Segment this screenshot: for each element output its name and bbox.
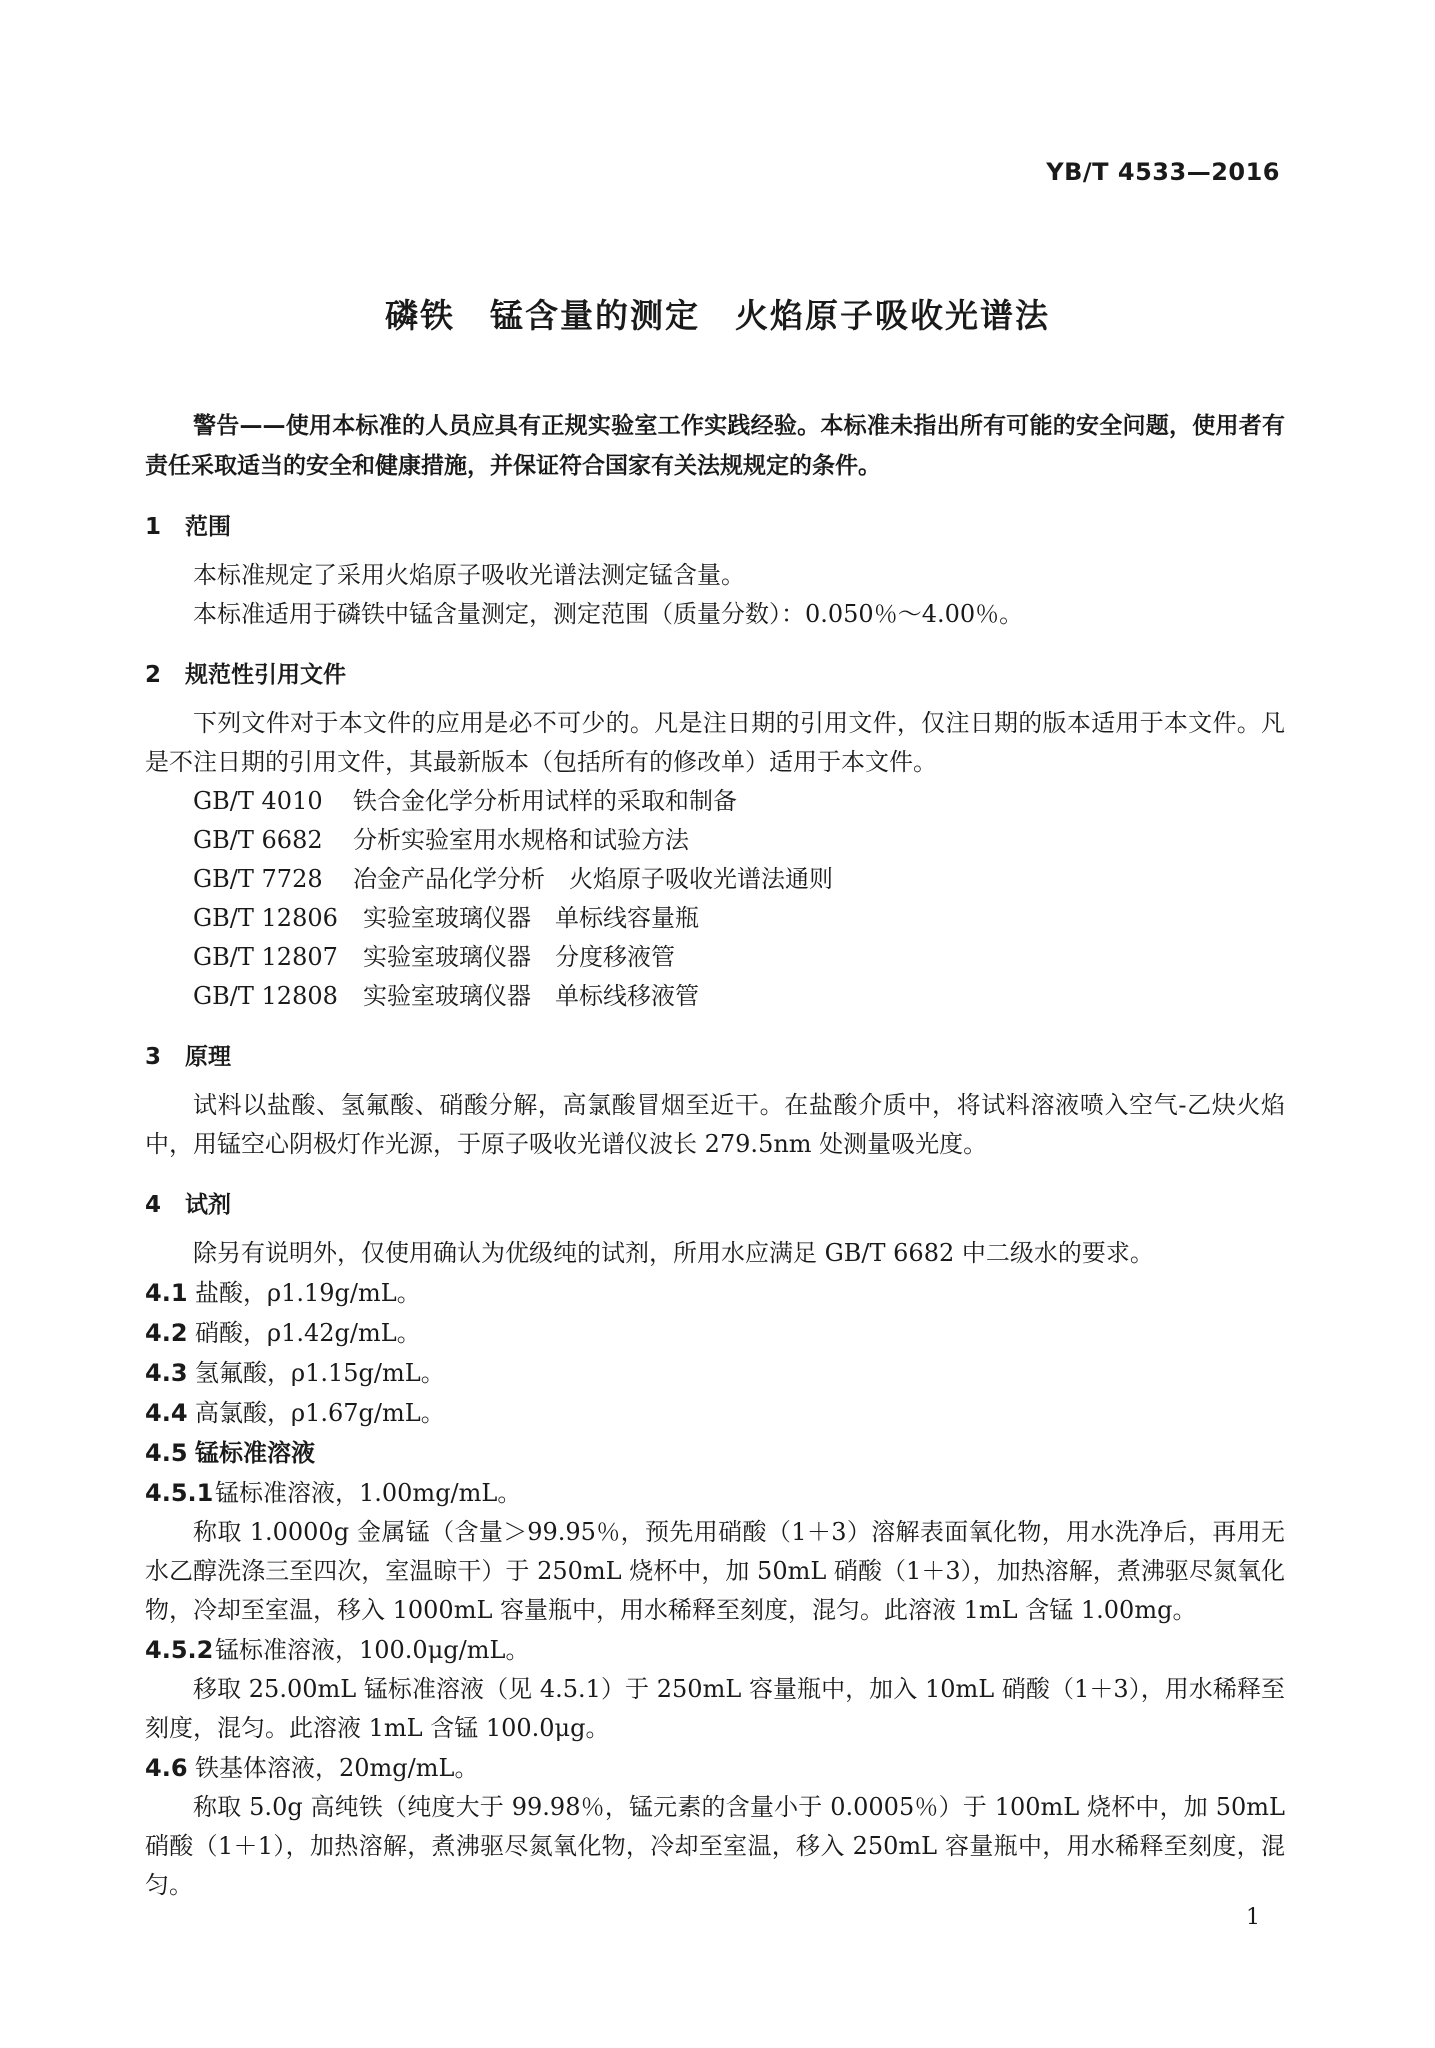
reference-name: 分析实验室用水规格和试验方法 [353, 826, 689, 854]
clause-text: 铁基体溶液，20mg/mL。 [195, 1754, 479, 1782]
section-title: 规范性引用文件 [185, 662, 346, 688]
section-number: 3 [145, 1044, 162, 1070]
section-title: 试剂 [185, 1192, 231, 1218]
reference-name: 实验室玻璃仪器 单标线移液管 [363, 982, 699, 1010]
warning-paragraph: 警告——使用本标准的人员应具有正规实验室工作实践经验。本标准未指出所有可能的安全问题，使用者有责任采取适当的安全和健康措施，并保证符合国家有关法规规定的条件。 [145, 413, 1285, 479]
section-heading-scope [145, 512, 1285, 542]
clause-text: 高氯酸，ρ1.67g/mL。 [195, 1399, 445, 1427]
section-number: 1 [145, 514, 162, 540]
clause-text: 氢氟酸，ρ1.15g/mL。 [195, 1359, 445, 1387]
reference-code: GB/T 12807 [193, 943, 338, 971]
section-heading-principle [145, 1042, 1285, 1072]
clause-number: 4.4 [145, 1399, 188, 1427]
reference-code: GB/T 6682 [193, 826, 323, 854]
section-title: 范围 [185, 514, 231, 540]
scope-paragraph: 本标准适用于磷铁中锰含量测定，测定范围（质量分数）：0.050％～4.00％。 [193, 600, 1024, 628]
reagents-intro: 除另有说明外，仅使用确认为优级纯的试剂，所用水应满足 GB/T 6682 中二级水的要求。 [193, 1239, 1154, 1267]
reference-item [145, 938, 1285, 977]
clause-paragraph: 称取 5.0g 高纯铁（纯度大于 99.98％，锰元素的含量小于 0.0005％）于 100mL 烧杯中，加 50mL 硝酸（1＋1），加热溶解，煮沸驱尽氮氧化物，冷却至室温，移入 250mL 容量瓶中，用水稀释至刻度，混匀。 [145, 1793, 1285, 1899]
reference-name: 实验室玻璃仪器 单标线容量瓶 [363, 904, 699, 932]
reference-item [145, 977, 1285, 1016]
clause-text: 锰标准溶液，1.00mg/mL。 [215, 1479, 522, 1507]
reference-item [145, 782, 1285, 821]
clause-number: 4.6 [145, 1754, 188, 1782]
page-number: 1 [1246, 1905, 1260, 1930]
clause-text: 硝酸，ρ1.42g/mL。 [195, 1319, 421, 1347]
reference-code: GB/T 12806 [193, 904, 338, 932]
section-number: 4 [145, 1192, 162, 1218]
clause-number: 4.5 [145, 1439, 188, 1467]
reference-item [145, 860, 1285, 899]
clause-heading [145, 1748, 1285, 1788]
reference-code: GB/T 12808 [193, 982, 338, 1010]
document-body [145, 406, 1285, 1905]
reference-code: GB/T 4010 [193, 787, 323, 815]
reagent-item [145, 1313, 1285, 1353]
reagent-item [145, 1393, 1285, 1433]
clause-number: 4.2 [145, 1319, 188, 1347]
reference-code: GB/T 7728 [193, 865, 323, 893]
reagent-item [145, 1353, 1285, 1393]
clause-number: 4.5.2 [145, 1636, 214, 1664]
reference-name: 冶金产品化学分析 火焰原子吸收光谱法通则 [353, 865, 833, 893]
reference-name: 铁合金化学分析用试样的采取和制备 [353, 787, 737, 815]
reference-item [145, 899, 1285, 938]
clause-paragraph: 移取 25.00mL 锰标准溶液（见 4.5.1）于 250mL 容量瓶中，加入 10mL 硝酸（1＋3），用水稀释至刻度，混匀。此溶液 1mL 含锰 100.0μg。 [145, 1675, 1285, 1742]
clause-paragraph: 称取 1.0000g 金属锰（含量＞99.95％，预先用硝酸（1＋3）溶解表面氧化物，用水洗净后，再用无水乙醇洗涤三至四次，室温晾干）于 250mL 烧杯中，加 50mL 硝酸（1＋3），加热溶解，煮沸驱尽氮氧化物，冷却至室温，移入 1000mL 容量瓶中，用水稀释至刻度，混匀。此溶液 1mL 含锰 1.00mg。 [145, 1518, 1285, 1624]
clause-text: 盐酸，ρ1.19g/mL。 [195, 1279, 421, 1307]
clause-heading [145, 1630, 1285, 1670]
reference-item [145, 821, 1285, 860]
principle-paragraph: 试料以盐酸、氢氟酸、硝酸分解，高氯酸冒烟至近干。在盐酸介质中，将试料溶液喷入空气-乙炔火焰中，用锰空心阴极灯作光源，于原子吸收光谱仪波长 279.5nm 处测量吸光度。 [145, 1091, 1285, 1158]
document-title: 磷铁 锰含量的测定 火焰原子吸收光谱法 [385, 296, 1050, 335]
clause-number: 4.1 [145, 1279, 188, 1307]
clause-heading [145, 1473, 1285, 1513]
references-intro: 下列文件对于本文件的应用是必不可少的。凡是注日期的引用文件，仅注日期的版本适用于本文件。凡是不注日期的引用文件，其最新版本（包括所有的修改单）适用于本文件。 [145, 709, 1285, 776]
reference-name: 实验室玻璃仪器 分度移液管 [363, 943, 675, 971]
standard-code: YB/T 4533—2016 [1046, 158, 1280, 186]
section-title: 原理 [185, 1044, 231, 1070]
clause-number: 4.3 [145, 1359, 188, 1387]
section-number: 2 [145, 662, 162, 688]
clause-number: 4.5.1 [145, 1479, 214, 1507]
section-heading-normative-references [145, 660, 1285, 690]
clause-heading [145, 1433, 1285, 1473]
section-heading-reagents [145, 1190, 1285, 1220]
reagent-item [145, 1273, 1285, 1313]
clause-text: 锰标准溶液 [195, 1439, 315, 1467]
clause-text: 锰标准溶液，100.0μg/mL。 [215, 1636, 530, 1664]
scope-paragraph: 本标准规定了采用火焰原子吸收光谱法测定锰含量。 [193, 561, 745, 589]
